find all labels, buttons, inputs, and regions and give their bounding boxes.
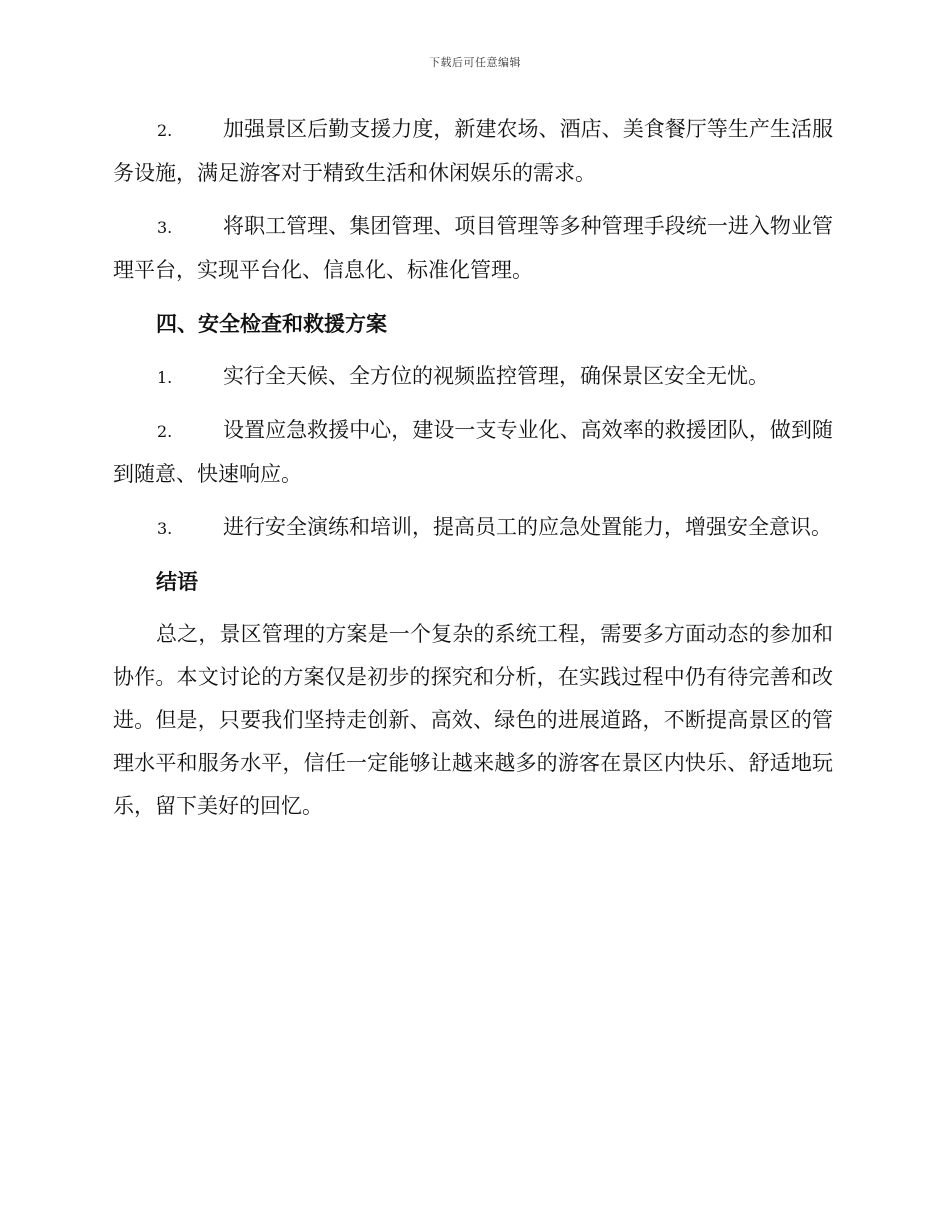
list-number: 2. xyxy=(157,422,173,441)
list-item xyxy=(113,108,833,195)
list-number: 1. xyxy=(157,368,173,387)
list-item xyxy=(113,355,833,399)
section-heading-conclusion: 结语 xyxy=(156,569,198,594)
section-heading-safety: 四、安全检查和救援方案 xyxy=(156,311,387,336)
list-number: 3. xyxy=(157,218,173,237)
list-text: 将职工管理、集团管理、项目管理等多种管理手段统一进入物业管理平台，实现平台化、信息化、标准化管理。 xyxy=(113,214,833,282)
list-text: 进行安全演练和培训，提高员工的应急处置能力，增强安全意识。 xyxy=(223,515,832,539)
list-item xyxy=(113,409,833,496)
list-number: 3. xyxy=(157,519,173,538)
document-body xyxy=(113,108,833,838)
page-header: 下载后可任意编辑 xyxy=(429,56,521,69)
list-text: 实行全天候、全方位的视频监控管理，确保景区安全无忧。 xyxy=(223,364,769,388)
conclusion-paragraph: 总之，景区管理的方案是一个复杂的系统工程，需要多方面动态的参加和协作。本文讨论的方案仅是初步的探究和分析，在实践过程中仍有待完善和改进。但是，只要我们坚持走创新、高效、绿色的进展道路，不断提高景区的管理水平和服务水平，信任一定能够让越来越多的游客在景区内快乐、舒适地玩乐，留下美好的回忆。 xyxy=(113,622,833,818)
list-text: 加强景区后勤支援力度，新建农场、酒店、美食餐厅等生产生活服务设施，满足游客对于精致生活和休闲娱乐的需求。 xyxy=(113,117,833,185)
list-item xyxy=(113,506,833,550)
list-text: 设置应急救援中心，建设一支专业化、高效率的救援团队，做到随到随意、快速响应。 xyxy=(113,418,833,486)
list-number: 2. xyxy=(157,121,173,140)
list-item xyxy=(113,205,833,292)
